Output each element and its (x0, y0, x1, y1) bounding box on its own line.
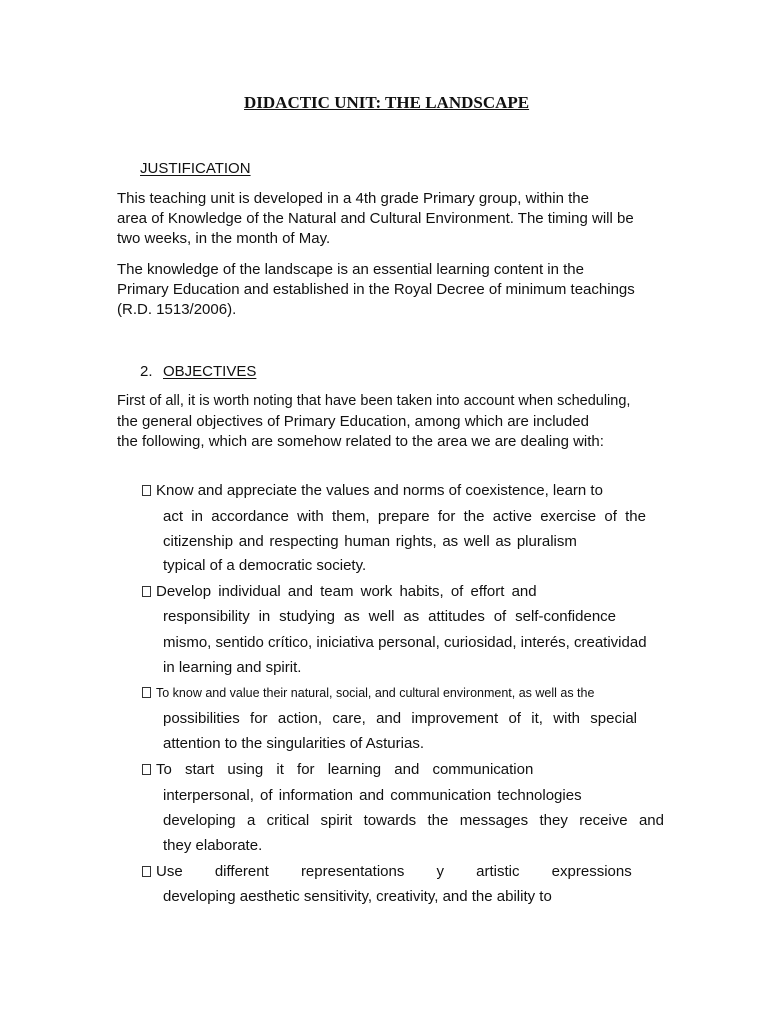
bullet-marker-icon (142, 687, 151, 698)
document-title: DIDACTIC UNIT: THE LANDSCAPE (244, 93, 530, 112)
objectives-heading: OBJECTIVES (163, 363, 257, 380)
justification-p2-line-1: The knowledge of the landscape is an essential learning content in the (117, 261, 584, 278)
objectives-intro-line-3: the following, which are somehow related to the area we are dealing with: (117, 433, 604, 450)
bullet-3-line-1: To know and value their natural, social, and cultural environment, as well as the (142, 686, 594, 700)
justification-p1-line-2: area of Knowledge of the Natural and Cultural Environment. The timing will be (117, 210, 634, 227)
bullet-3-line-3: attention to the singularities of Asturias. (163, 735, 424, 752)
justification-p1-line-1: This teaching unit is developed in a 4th grade Primary group, within the (117, 190, 589, 207)
bullet-marker-icon (142, 764, 151, 775)
bullet-1-line-4: typical of a democratic society. (163, 557, 367, 574)
bullet-5-line-2: developing aesthetic sensitivity, creativity, and the ability to (163, 888, 552, 905)
justification-p2-line-3: (R.D. 1513/2006). (117, 301, 237, 318)
bullet-4-line-2: interpersonal, of information and communication technologies (163, 787, 582, 804)
bullet-1-line-1: Know and appreciate the values and norms of coexistence, learn to (142, 482, 603, 499)
bullet-marker-icon (142, 586, 151, 597)
bullet-3-line-2: possibilities for action, care, and improvement of it, with special (163, 710, 637, 727)
bullet-2-line-2: responsibility in studying as well as attitudes of self-confidence (163, 608, 616, 625)
justification-p1-line-3: two weeks, in the month of May. (117, 230, 331, 247)
justification-heading: JUSTIFICATION (140, 160, 251, 177)
justification-p2-line-2: Primary Education and established in the Royal Decree of minimum teachings (117, 281, 635, 298)
bullet-1-line-2: act in accordance with them, prepare for the active exercise of the (163, 508, 646, 525)
bullet-4-line-1: To start using it for learning and communication (142, 761, 533, 778)
bullet-4-line-3: developing a critical spirit towards the messages they receive and (163, 812, 664, 829)
bullet-2-line-4: in learning and spirit. (163, 659, 302, 676)
bullet-5-line-1: Use different representations y artistic expressions (142, 863, 632, 880)
bullet-marker-icon (142, 485, 151, 496)
objectives-number: 2. (140, 363, 153, 380)
bullet-marker-icon (142, 866, 151, 877)
bullet-2-line-1: Develop individual and team work habits, of effort and (142, 583, 537, 600)
bullet-1-line-3: citizenship and respecting human rights, as well as pluralism (163, 533, 577, 550)
bullet-2-line-3: mismo, sentido crítico, iniciativa personal, curiosidad, interés, creatividad (163, 634, 647, 651)
objectives-intro-line-1: First of all, it is worth noting that have been taken into account when scheduling, (117, 393, 631, 409)
objectives-intro-line-2: the general objectives of Primary Education, among which are included (117, 413, 589, 430)
bullet-4-line-4: they elaborate. (163, 837, 263, 854)
